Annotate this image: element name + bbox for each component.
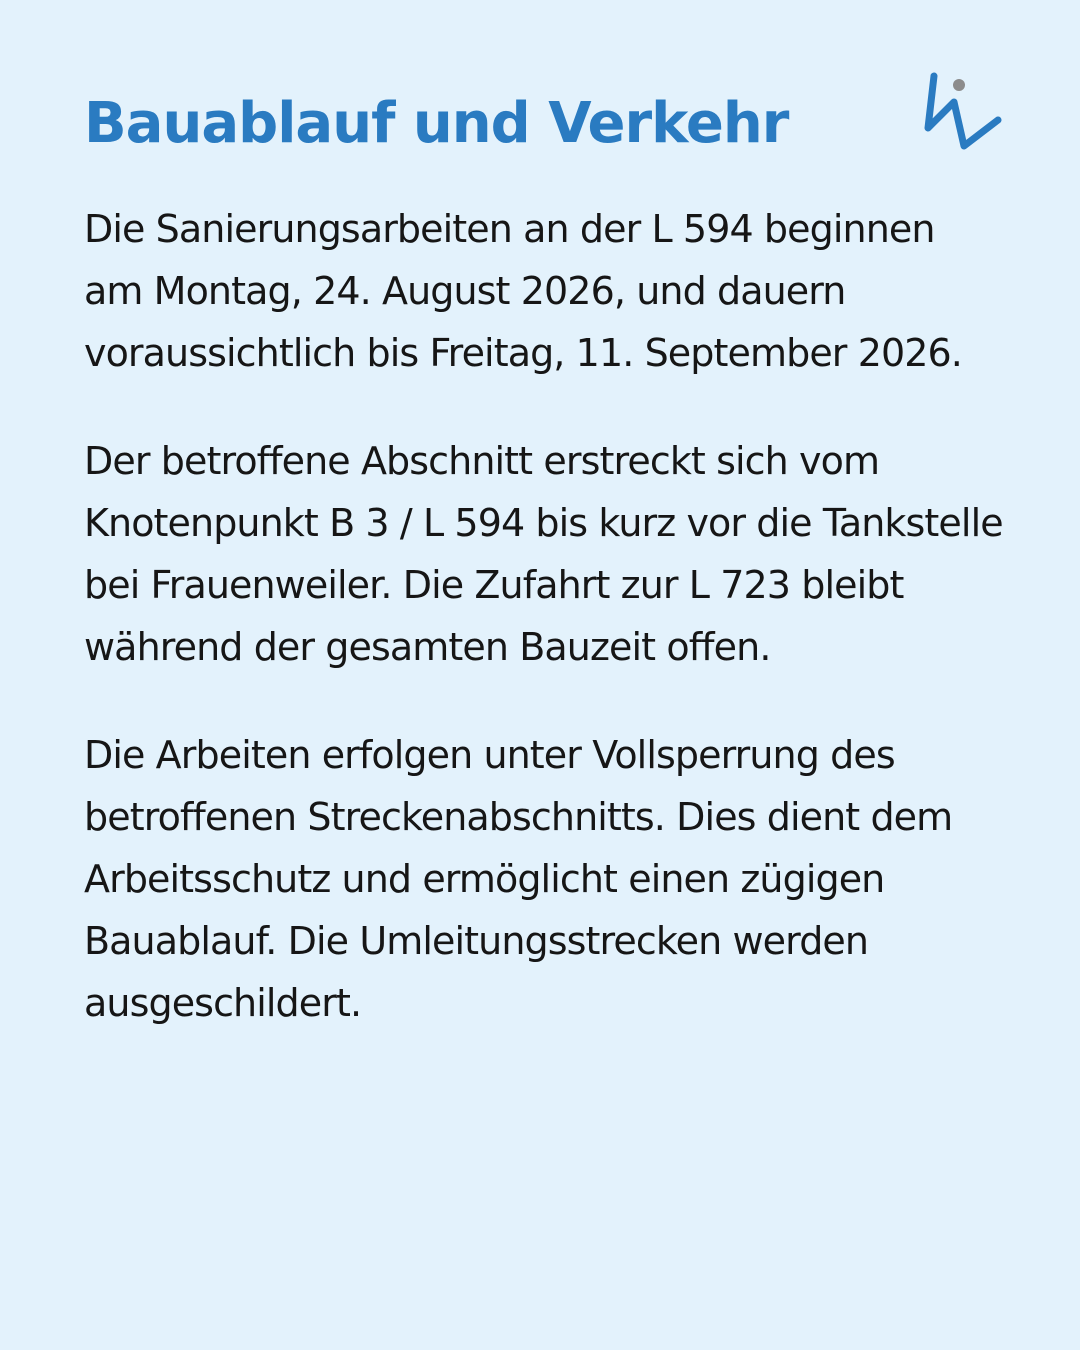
paragraph-closure: Die Arbeiten erfolgen unter Vollsperrung des betroffenen Streckenabschnitts. Dies dient dem Arbeitsschutz und ermöglicht einen zügigen Bauablauf. Die Umleitungsstrecken werden ausgeschildert. (84, 733, 953, 1025)
article-body (84, 198, 1003, 1034)
page-title: Bauablauf und Verkehr (84, 91, 789, 156)
brand-logo-icon (924, 72, 1004, 156)
paragraph-section: Der betroffene Abschnitt erstreckt sich vom Knotenpunkt B 3 / L 594 bis kurz vor die Tankstelle bei Frauenweiler. Die Zufahrt zur L 723 bleibt während der gesamten Bauzeit offen. (84, 439, 1003, 669)
paragraph-schedule: Die Sanierungsarbeiten an der L 594 beginnen am Montag, 24. August 2026, und dauern voraussichtlich bis Freitag, 11. September 2026. (84, 207, 962, 375)
